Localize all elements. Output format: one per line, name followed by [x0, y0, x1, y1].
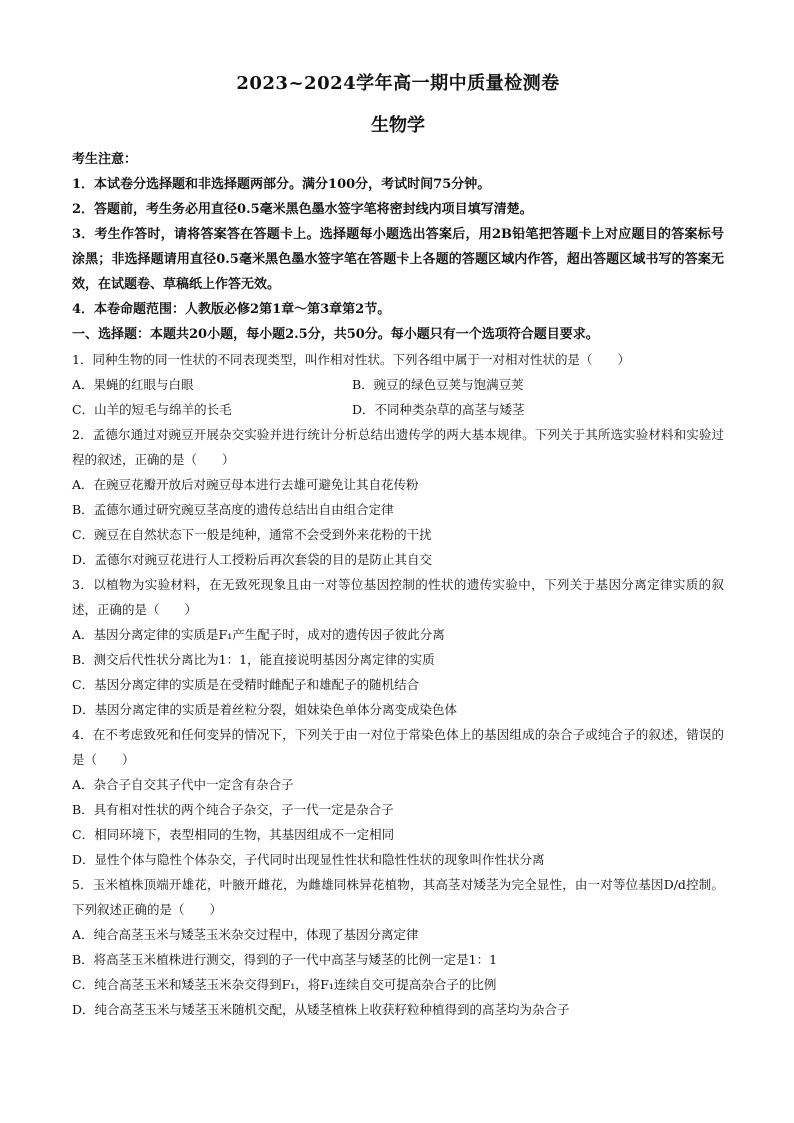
option-d: D．孟德尔对豌豆花进行人工授粉后再次套袋的目的是防止其自交	[72, 552, 433, 567]
option-a: A．果蝇的红眼与白眼	[72, 377, 194, 392]
question-stem: 3．以植物为实验材料，在无致死现象且由一对等位基因控制的性状的遗传实验中，下列关于基因分离定律实质的叙述，正确的是（ ）	[72, 577, 724, 617]
question-stem: 5．玉米植株顶端开雄花，叶腋开雌花，为雌雄同株异花植物，其高茎对矮茎为完全显性，由一对等位基因D/d控制。下列叙述正确的是（ ）	[72, 877, 724, 917]
notice-item: 1．本试卷分选择题和非选择题两部分。满分100分，考试时间75分钟。	[72, 177, 491, 192]
option-d: D．显性个体与隐性个体杂交，子代同时出现显性性状和隐性性状的现象叫作性状分离	[72, 852, 545, 867]
option-d: D．纯合高茎玉米与矮茎玉米随机交配，从矮茎植株上收获籽粒种植得到的高茎均为杂合子	[72, 1002, 570, 1017]
option-c: C．豌豆在自然状态下一般是纯种，通常不会受到外来花粉的干扰	[72, 527, 432, 542]
notice-item: 2．答题前，考生务必用直径0.5毫米黑色墨水签字笔将密封线内项目填写清楚。	[72, 202, 533, 217]
question-stem: 1．同种生物的同一性状的不同表现类型，叫作相对性状。下列各组中属于一对相对性状的是（ ）	[72, 352, 630, 367]
question-stem: 4．在不考虑致死和任何变异的情况下，下列关于由一对位于常染色体上的基因组成的杂合子或纯合子的叙述，错误的是（ ）	[72, 727, 724, 767]
question-stem: 2．孟德尔通过对豌豆开展杂交实验并进行统计分析总结出遗传学的两大基本规律。下列关于其所选实验材料和实验过程的叙述，正确的是（ ）	[72, 427, 724, 467]
option-b: B．豌豆的绿色豆荚与饱满豆荚	[352, 377, 524, 392]
option-c: C．纯合高茎玉米和矮茎玉米杂交得到F₁，将F₁连续自交可提高杂合子的比例	[72, 977, 497, 992]
options-row	[72, 372, 724, 397]
option-b: B．测交后代性状分离比为1：1，能直接说明基因分离定律的实质	[72, 652, 435, 667]
option-c: C．相同环境下，表型相同的生物，其基因组成不一定相同	[72, 827, 395, 842]
notice-item: 4．本卷命题范围：人教版必修2第1章～第3章第2节。	[72, 302, 391, 317]
notice-item: 3．考生作答时，请将答案答在答题卡上。选择题每小题选出答案后，用2B铅笔把答题卡上对应题目的答案标号涂黑；非选择题请用直径0.5毫米黑色墨水签字笔在答题卡上各题的答题区域内作答，超出答题区域书写的答案无效，在试题卷、草稿纸上作答无效。	[72, 227, 724, 292]
options-row	[72, 397, 724, 422]
option-a: A．在豌豆花瓣开放后对豌豆母本进行去雄可避免让其自花传粉	[72, 477, 419, 492]
option-b: B．具有相对性状的两个纯合子杂交，子一代一定是杂合子	[72, 802, 394, 817]
exam-title: 2023~2024学年高一期中质量检测卷	[236, 73, 560, 94]
section-heading: 一、选择题：本题共20小题，每小题2.5分，共50分。每小题只有一个选项符合题目要求。	[72, 327, 599, 342]
exam-page	[72, 62, 724, 1022]
option-b: B．孟德尔通过研究豌豆茎高度的遗传总结出自由组合定律	[72, 502, 394, 517]
notice-heading: 考生注意：	[72, 152, 138, 167]
option-c: C．山羊的短毛与绵羊的长毛	[72, 402, 232, 417]
subject-title: 生物学	[371, 115, 425, 136]
option-a: A．杂合子自交其子代中一定含有杂合子	[72, 777, 294, 792]
option-a: A．基因分离定律的实质是F₁产生配子时，成对的遗传因子彼此分离	[72, 627, 445, 642]
option-a: A．纯合高茎玉米与矮茎玉米杂交过程中，体现了基因分离定律	[72, 927, 419, 942]
option-c: C．基因分离定律的实质是在受精时雌配子和雄配子的随机结合	[72, 677, 420, 692]
option-d: D．不同种类杂草的高茎与矮茎	[352, 402, 525, 417]
option-d: D．基因分离定律的实质是着丝粒分裂，姐妹染色单体分离变成染色体	[72, 702, 458, 717]
option-b: B．将高茎玉米植株进行测交，得到的子一代中高茎与矮茎的比例一定是1：1	[72, 952, 498, 967]
